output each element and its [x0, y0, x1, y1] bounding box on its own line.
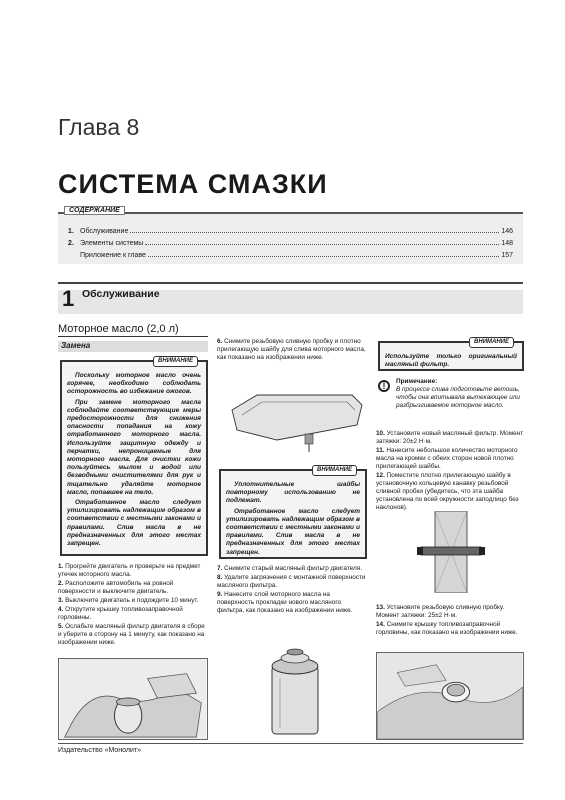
footer-divider	[58, 743, 523, 744]
steps-mid	[217, 565, 367, 616]
toc-num: 2.	[68, 240, 74, 247]
warning-text: Поскольку моторное масло очень горячее, необходимо соблюдать осторожность во избежание ожогов.	[67, 372, 201, 396]
step: 14. Снимите крышку топливозаправочной горловины, как показано на изображении ниже.	[376, 621, 518, 636]
subsubsection-title: Замена	[58, 341, 208, 352]
steps-left	[58, 563, 208, 648]
drain-plug-illustration	[405, 511, 497, 593]
note-icon: !	[378, 380, 390, 392]
toc-row[interactable]	[68, 249, 513, 259]
toc-label: Элементы системы	[80, 240, 144, 247]
step: 10. Установите новый масляный фильтр. Момент затяжки: 20±2 Н·м.	[376, 430, 524, 445]
toc-leader	[130, 232, 499, 233]
warning-text: Отработанное масло следует утилизировать надлежащим образом в соответствии с местными законами и правилами. Слив масла в не предназначенных для этого местах запрещен.	[67, 499, 201, 548]
engine-illustration	[58, 658, 208, 740]
note-title: Примечание:	[396, 378, 438, 385]
warning-badge: ВНИМАНИЕ	[153, 356, 198, 367]
toc-page: 148	[501, 240, 513, 247]
warning-box	[219, 469, 367, 559]
chapter-label: Глава 8	[58, 114, 140, 140]
step: 3. Выключите двигатель и подождите 10 минут.	[58, 597, 199, 604]
warning-badge: ВНИМАНИЕ	[469, 337, 514, 348]
step: 7. Снимите старый масляный фильтр двигателя.	[217, 565, 362, 572]
toc-page: 146	[501, 228, 513, 235]
step: 8. Удалите загрязнения с монтажной поверхности масляного фильтра.	[217, 574, 366, 589]
step: 13. Установите резьбовую сливную пробку. Момент затяжки: 25±2 Н·м.	[376, 604, 505, 619]
drain-pan-illustration	[217, 370, 367, 455]
toc-heading: СОДЕРЖАНИЕ	[64, 206, 125, 215]
warning-text: При замене моторного масла соблюдайте соответствующие меры предосторожности для снижения опасности попадания на кожу отработанного моторного масла. Используйте защитную одежду и перчатки, непроницаемые для моторного масла. Для очистки кожи пользуйтесь мылом и водой или безводными очистителями для рук и тщательно удаляйте моторное масло, попавшее на тело.	[67, 398, 201, 496]
toc-row[interactable]	[68, 225, 513, 235]
toc-leader	[145, 244, 499, 245]
step: 4. Открутите крышку топливозаправочной горловины.	[58, 606, 183, 621]
section-header	[58, 282, 523, 312]
step: 5. Ослабьте масляный фильтр двигателя в сборе и уберите в сторону на 1 минуту, как показано на изображении ниже.	[58, 623, 205, 646]
page-title: СИСТЕМА СМАЗКИ	[58, 169, 328, 199]
toc-row[interactable]	[68, 237, 513, 247]
toc-num: 1.	[68, 228, 74, 235]
toc-box	[58, 207, 523, 264]
section-title: Обслуживание	[82, 288, 160, 300]
toc-label: Обслуживание	[80, 228, 129, 235]
step-6: 6. Снимите резьбовую сливную пробку и плотно прилегающую шайбу для слива моторного масла, как показано на изображении ниже.	[217, 338, 366, 361]
warning-text: Используйте только оригинальный масляный фильтр.	[385, 353, 517, 369]
subsection-title: Моторное масло (2,0 л)	[58, 323, 208, 337]
step: 9. Нанесите слой моторного масла на поверхность прокладки нового масляного фильтра, как показано на изображении ниже.	[217, 591, 353, 614]
toc-page: 157	[501, 252, 513, 259]
steps-right	[376, 430, 524, 513]
warning-text: Отработанное масло следует утилизировать надлежащим образом в соответствии с местными законами и правилами. Слив масла в не предназначенных для этого местах запрещен.	[226, 507, 360, 556]
step: 2. Расположите автомобиль на ровной поверхности и выключите двигатель.	[58, 580, 174, 595]
section-number: 1	[62, 286, 75, 311]
note-text: В процессе слива подготовьте ветошь, чтобы она впитывала вытекающее или разбрызгиваемое моторное масло.	[396, 386, 520, 409]
toc-leader	[148, 256, 499, 257]
footer-publisher: Издательство «Монолит»	[58, 747, 142, 754]
step: 1. Прогрейте двигатель и проверьте на предмет утечек моторного масла.	[58, 563, 201, 578]
oil-filter-illustration	[250, 638, 340, 740]
warning-text: Уплотнительные шайбы повторному использованию не подлежат.	[226, 481, 360, 505]
step: 11. Нанесите небольшое количество моторного масла на кромки с обеих сторон новой плотно прилегающей шайбы.	[376, 447, 518, 470]
warning-badge: ВНИМАНИЕ	[312, 465, 357, 476]
filler-cap-illustration	[376, 652, 524, 740]
toc-label: Приложение к главе	[80, 252, 146, 259]
steps-right-2	[376, 604, 524, 638]
step: 12. Поместите плотно прилегающую шайбу в установочную кольцевую канавку резьбовой сливной пробки (убедитесь, что эта шайба установлена по всей окружности заподлицо без наклонов).	[376, 472, 519, 511]
warning-box	[60, 360, 208, 556]
note	[396, 378, 524, 410]
warning-box	[378, 341, 524, 371]
